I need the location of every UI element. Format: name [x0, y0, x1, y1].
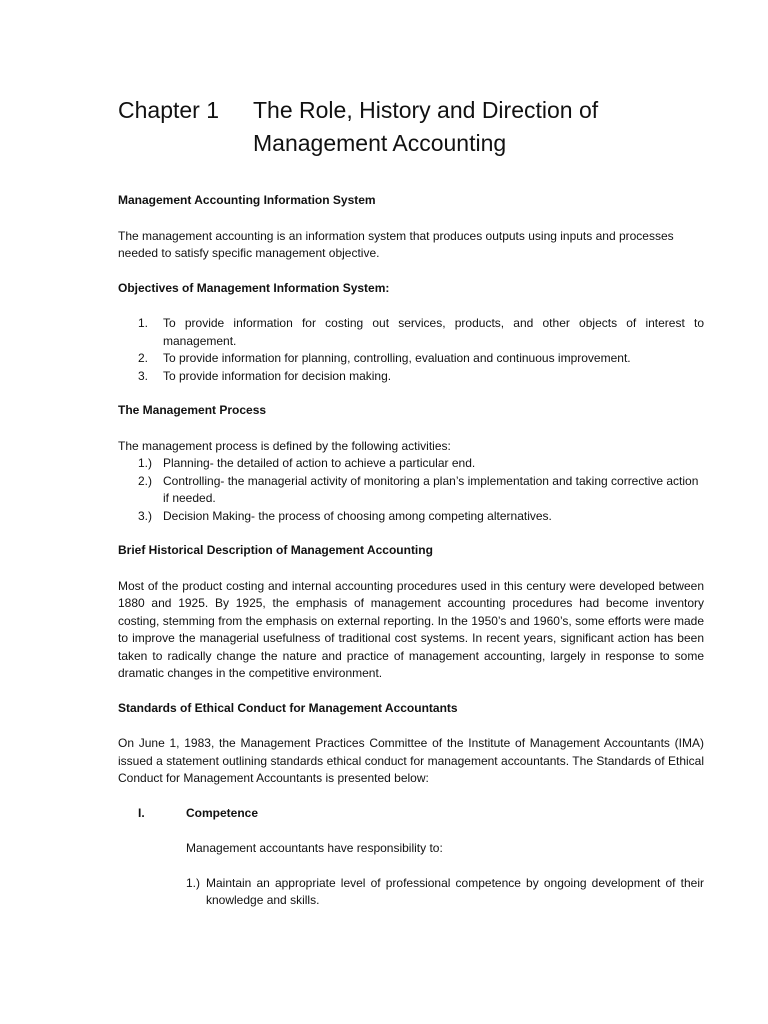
roman-marker: I. — [138, 805, 145, 820]
list-item-text: To provide information for decision making. — [163, 368, 392, 383]
process-list — [118, 455, 704, 525]
list-item — [118, 473, 704, 508]
list-item-text: To provide information for planning, controlling, evaluation and continuous improvement. — [163, 351, 631, 365]
list-item — [118, 508, 704, 526]
chapter-title: The Role, History and Direction of Management Accounting — [253, 97, 599, 156]
list-marker: 2. — [138, 351, 149, 365]
list-item-text: Controlling- the managerial activity of monitoring a plan’s implementation and taking corrective action if needed. — [163, 473, 699, 505]
paragraph-ethics: On June 1, 1983, the Management Practices Committee of the Institute of Management Accountants (IMA) issued a statement outlining standards ethical conduct for management accountants. The Standards of Ethical Conduct for Management Accountants is presented below: — [118, 736, 704, 785]
list-marker: 3.) — [138, 508, 153, 523]
list-marker: 1. — [138, 316, 149, 330]
list-item — [118, 368, 704, 386]
section-heading-history: Brief Historical Description of Management Accounting — [118, 543, 433, 557]
list-marker: 1.) — [138, 456, 153, 470]
section-heading-process: The Management Process — [118, 403, 267, 417]
objectives-list — [118, 315, 704, 385]
list-item — [118, 315, 704, 350]
list-item-text: To provide information for costing out services, products, and other objects of interest to management. — [163, 316, 704, 348]
section-heading-ethics: Standards of Ethical Conduct for Management Accountants — [118, 700, 458, 715]
paragraph-process-intro: The management process is defined by the following activities: — [118, 438, 451, 453]
list-item-text: Decision Making- the process of choosing among competing alternatives. — [163, 508, 552, 523]
list-marker: 1.) — [186, 875, 201, 890]
paragraph-mais: The management accounting is an information system that produces outputs using inputs and processes needed to satisfy specific management objective. — [118, 228, 674, 260]
list-item-text: Maintain an appropriate level of professional competence by ongoing development of their knowledge and skills. — [206, 875, 704, 907]
competence-list — [118, 875, 704, 910]
list-marker: 2.) — [138, 473, 153, 488]
list-item — [118, 350, 704, 368]
document-body — [118, 192, 704, 910]
standard-label: Competence — [186, 805, 259, 820]
list-item — [186, 875, 704, 910]
section-heading-mais: Management Accounting Information System — [118, 193, 376, 207]
paragraph-history: Most of the product costing and internal accounting procedures used in this century were developed between 1880 and 1925. By 1925, the emphasis of management accounting procedures had become inventory costing, stemming from the emphasis on external reporting. In the 1950’s and 1960’s, some efforts were made to improve the managerial usefulness of traditional cost systems. In recent years, significant action has been taken to radically change the nature and practice of management accounting, largely in response to some dramatic changes in the competitive environment. — [118, 578, 704, 680]
list-item-text: Planning- the detailed of action to achieve a particular end. — [163, 456, 476, 470]
paragraph-competence-intro: Management accountants have responsibility to: — [186, 841, 443, 855]
chapter-number: Chapter 1 — [118, 97, 220, 123]
list-item — [118, 455, 704, 473]
section-heading-objectives: Objectives of Management Information System: — [118, 280, 390, 295]
list-marker: 3. — [138, 368, 149, 383]
standard-competence-heading — [118, 805, 704, 823]
